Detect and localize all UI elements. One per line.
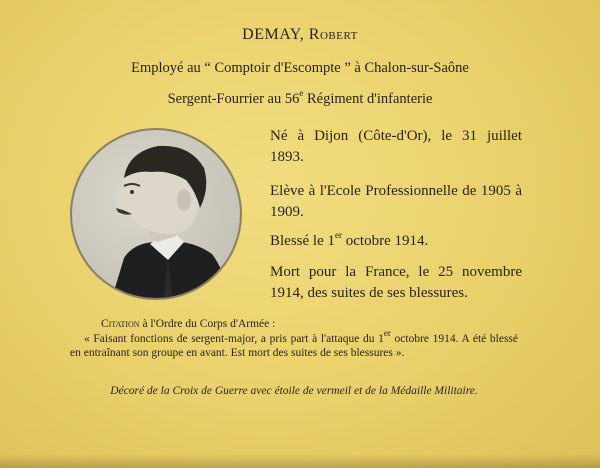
decoration-note: Décoré de la Croix de Guerre avec étoile de vermeil et de la Médaille Militaire. <box>110 385 478 397</box>
bio-death: Mort pour la France, le 25 novembre 1914, des suites de ses blessures. <box>270 264 522 301</box>
citation-text-sup: er <box>383 328 391 339</box>
wounded-sup: er <box>335 230 342 240</box>
person-name <box>0 26 600 44</box>
portrait-illustration <box>72 130 240 298</box>
citation-text-prefix: « Faisant fonctions de sergent-major, a pris part à l'attaque du 1 <box>84 333 384 345</box>
citation-text <box>70 328 519 360</box>
first-name: Robert <box>308 26 358 43</box>
bio-wounded <box>270 231 522 252</box>
rank-prefix: Sergent-Fourrier au 56 <box>167 91 300 107</box>
bio-education: Elève à l'Ecole Professionnelle de 1905 à 1909. <box>270 183 522 220</box>
citation-label: Citation <box>101 318 140 330</box>
employment-line: Employé au “ Comptoir d'Escompte ” à Chalon-sur-Saône <box>131 60 469 76</box>
citation-text-suffix: octobre 1914. A été blessé en entraînant son groupe en avant. Est mort des suites de ses blessures ». <box>70 333 519 359</box>
page-shadow <box>0 454 600 468</box>
citation-heading-rest: à l'Ordre du Corps d'Armée : <box>139 318 276 330</box>
wounded-suffix: octobre 1914. <box>342 233 429 249</box>
surname: DEMAY, <box>242 26 305 43</box>
rank-line <box>0 88 600 108</box>
citation-heading <box>101 318 275 330</box>
rank-sup: e <box>299 88 304 99</box>
bio-birth: Né à Dijon (Côte-d'Or), le 31 juillet 1893. <box>270 128 522 165</box>
wounded-prefix: Blessé le 1 <box>270 233 335 249</box>
rank-suffix: Régiment d'infanterie <box>303 91 433 107</box>
portrait-photo <box>70 128 242 300</box>
